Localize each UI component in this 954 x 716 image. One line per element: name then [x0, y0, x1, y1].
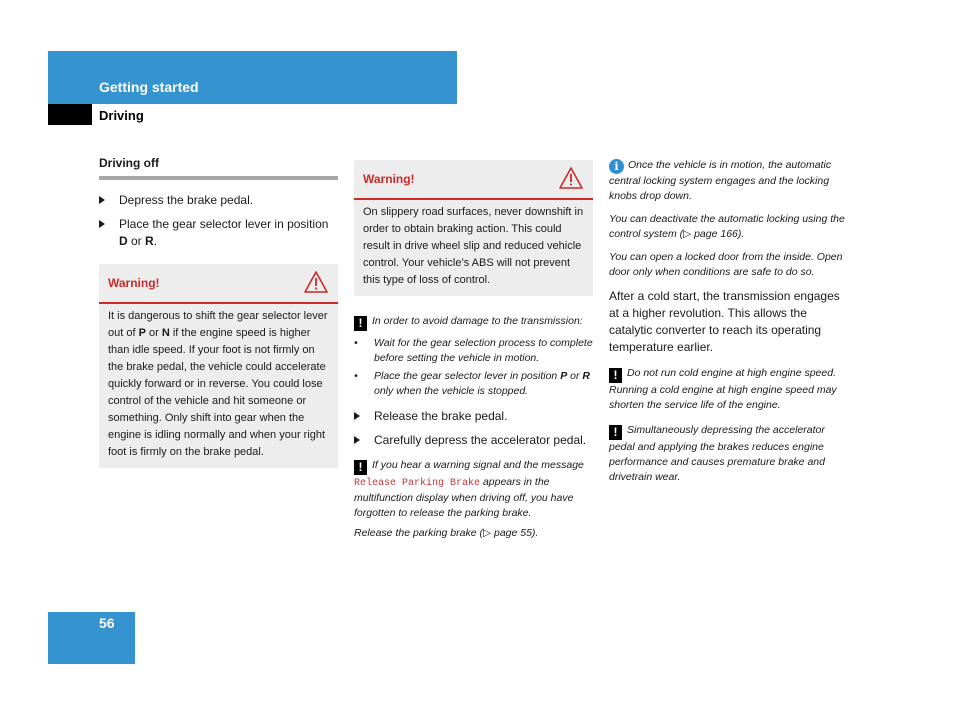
- column-3: [609, 158, 849, 493]
- info-note-text: You can open a locked door from the inside. Open door only when conditions are safe to do so.: [609, 251, 843, 278]
- page-number: 56: [99, 615, 115, 631]
- column-1: [99, 155, 338, 468]
- step-item: Place the gear selector lever in position D or R.: [99, 216, 338, 250]
- warning-triangle-icon: [304, 271, 328, 293]
- warning-header: [99, 264, 338, 304]
- exclamation-icon: !: [609, 425, 622, 440]
- list-item: • Wait for the gear selection process to complete before setting the vehicle in motion.: [354, 337, 593, 364]
- warning-text: It is dangerous to shift the gear selector lever out of P or N if the engine speed is higher than idle speed. If your foot is not firmly on the brake pedal, the vehicle could accelerate quickly forward or in reverse. You could lose control of the vehicle and hit someone or something. Only shift into gear when the engine is idling normally and when your right foot is firmly on the brake pedal.: [108, 310, 328, 458]
- cold-engine-note: ! Do not run cold engine at high engine speed. Running a cold engine at high engine speed may shorten the service life of the engine.: [609, 367, 837, 411]
- bullet-arrow-icon: [99, 196, 105, 204]
- warning-box: [99, 264, 338, 468]
- driving-off-heading: Driving off: [99, 155, 338, 180]
- exclamation-icon: !: [354, 316, 367, 331]
- header-band: [48, 51, 457, 104]
- info-note: i Once the vehicle is in motion, the automatic central locking system engages and the locking knobs drop down.: [609, 159, 832, 202]
- section-marker: [48, 104, 92, 125]
- page-number-band: [48, 612, 135, 664]
- column-2: [354, 160, 593, 541]
- exclamation-icon: !: [609, 368, 622, 383]
- warning-label: Warning!: [108, 276, 160, 290]
- warning-text: On slippery road surfaces, never downshift in order to obtain braking action. This could result in drive wheel slip and reduced vehicle control. Your vehicle’s ABS will not prevent this type of loss of control.: [363, 206, 584, 286]
- parking-brake-note: ! If you hear a warning signal and the message Release Parking Brake appears in the multifunction display when driving off, you have forgotten to release the parking brake.: [354, 459, 584, 519]
- list-item: • Place the gear selector lever in position P or R only when the vehicle is stopped.: [354, 370, 590, 397]
- parking-brake-reference: Release the parking brake (▷ page 55).: [354, 527, 539, 539]
- bullet-arrow-icon: [99, 220, 105, 228]
- warning-header: [354, 160, 593, 200]
- info-icon: i: [609, 159, 624, 174]
- bullet-arrow-icon: [354, 412, 360, 420]
- cold-start-paragraph: After a cold start, the transmission engages at a higher revolution. This allows the catalytic converter to reach its operating temperature earlier.: [609, 289, 840, 354]
- step-item: Release the brake pedal.: [354, 408, 593, 425]
- warning-label: Warning!: [363, 172, 415, 186]
- subsection-title: Driving: [99, 108, 144, 123]
- info-note-text: You can deactivate the automatic locking using the control system (▷ page 166).: [609, 213, 845, 240]
- warning-box: [354, 160, 593, 296]
- step-item: Depress the brake pedal.: [99, 192, 338, 209]
- bullet-arrow-icon: [354, 436, 360, 444]
- display-message: Release Parking Brake: [354, 478, 481, 489]
- section-title: Getting started: [99, 79, 199, 95]
- step-item: Carefully depress the accelerator pedal.: [354, 432, 593, 449]
- warning-triangle-icon: [559, 167, 583, 189]
- brake-accelerator-note: ! Simultaneously depressing the accelerator pedal and applying the brakes reduces engine performance and causes premature brake and drivetrain wear.: [609, 424, 825, 483]
- transmission-note: ! In order to avoid damage to the transmission:: [354, 314, 593, 331]
- exclamation-icon: !: [354, 460, 367, 475]
